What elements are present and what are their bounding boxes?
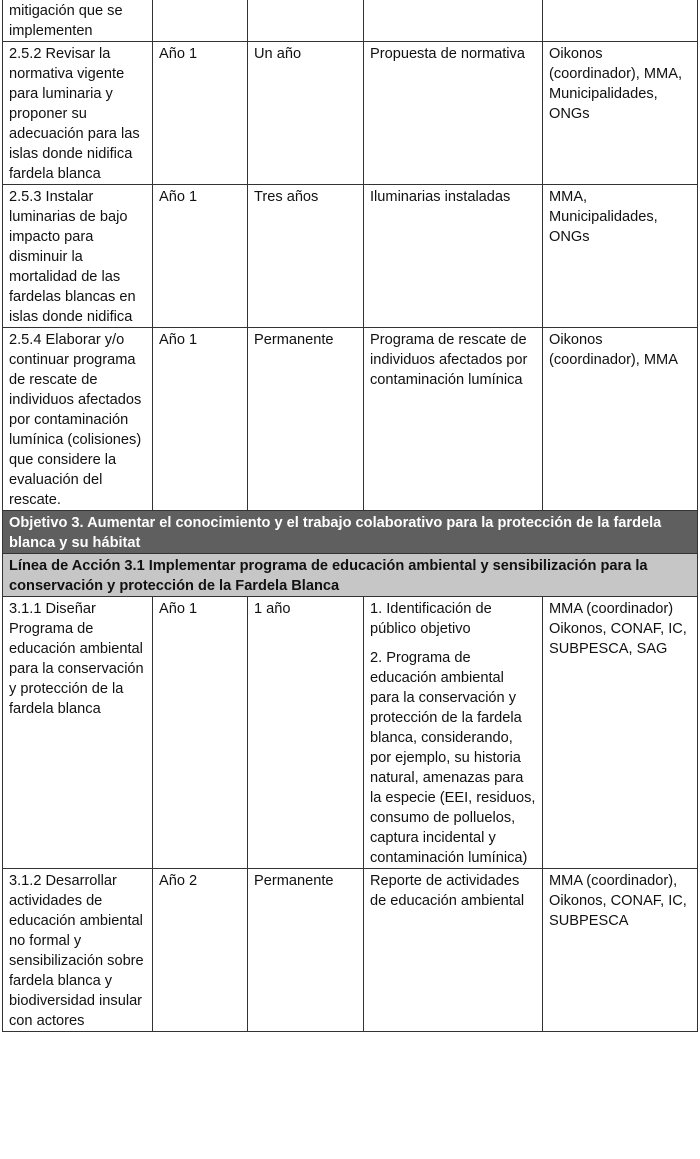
- result-cell: Iluminarias instaladas: [364, 185, 543, 328]
- duration-cell: Permanente: [248, 328, 364, 511]
- table-row: [3, 185, 698, 328]
- result-item: Reporte de actividades de educación ambiental: [370, 873, 525, 909]
- responsible-cell: MMA, Municipalidades, ONGs: [543, 185, 698, 328]
- responsible-cell: MMA (coordinador), Oikonos, CONAF, IC, SUBPESCA: [543, 869, 698, 1032]
- start-cell: Año 2: [153, 869, 248, 1032]
- action-plan-table: [2, 0, 698, 1032]
- start-cell: Año 1: [153, 597, 248, 869]
- duration-cell: 1 año: [248, 597, 364, 869]
- action-cell: 3.1.1 Diseñar Programa de educación ambiental para la conservación y protección de la fardela blanca: [3, 597, 153, 869]
- result-cell: [364, 869, 543, 1032]
- table-row: [3, 328, 698, 511]
- action-cell: 2.5.3 Instalar luminarias de bajo impacto para disminuir la mortalidad de las fardelas blancas en islas donde nidifica: [3, 185, 153, 328]
- start-cell: Año 1: [153, 328, 248, 511]
- table-row: [3, 869, 698, 1032]
- duration-cell: Tres años: [248, 185, 364, 328]
- responsible-cell: Oikonos (coordinador), MMA: [543, 328, 698, 511]
- line-action-heading: Línea de Acción 3.1 Implementar programa de educación ambiental y sensibilización para la conservación y protección de la Fardela Blanca: [3, 554, 698, 597]
- line-action-row: [3, 554, 698, 597]
- result-cell: [364, 597, 543, 869]
- table-row: [3, 597, 698, 869]
- action-cell: mitigación que se implementen: [3, 0, 153, 42]
- duration-cell: [248, 0, 364, 42]
- table-row: [3, 42, 698, 185]
- objective-row: [3, 511, 698, 554]
- result-cell: Propuesta de normativa: [364, 42, 543, 185]
- duration-cell: Un año: [248, 42, 364, 185]
- table-row: [3, 0, 698, 42]
- start-cell: Año 1: [153, 185, 248, 328]
- responsible-cell: Oikonos (coordinador), MMA, Municipalidades, ONGs: [543, 42, 698, 185]
- result-cell: [364, 0, 543, 42]
- action-cell: 3.1.2 Desarrollar actividades de educación ambiental no formal y sensibilización sobre fardela blanca y biodiversidad insular con actores: [3, 869, 153, 1032]
- action-cell: 2.5.2 Revisar la normativa vigente para luminaria y proponer su adecuación para las islas donde nidifica fardela blanca: [3, 42, 153, 185]
- duration-cell: Permanente: [248, 869, 364, 1032]
- responsible-cell: [543, 0, 698, 42]
- result-item: 1. Identificación de público objetivo: [370, 601, 492, 637]
- objective-heading: Objetivo 3. Aumentar el conocimiento y el trabajo colaborativo para la protección de la fardela blanca y su hábitat: [3, 511, 698, 554]
- result-cell: Programa de rescate de individuos afectados por contaminación lumínica: [364, 328, 543, 511]
- start-cell: Año 1: [153, 42, 248, 185]
- responsible-cell: MMA (coordinador) Oikonos, CONAF, IC, SUBPESCA, SAG: [543, 597, 698, 869]
- result-item: 2. Programa de educación ambiental para la conservación y protección de la fardela blanca, considerando, por ejemplo, su historia natural, amenazas para la especie (EEI, residuos, consumo de polluelos, captura incidental y contaminación lumínica): [370, 650, 536, 866]
- action-cell: 2.5.4 Elaborar y/o continuar programa de rescate de individuos afectados por contaminación lumínica (colisiones) que considere la evaluación del rescate.: [3, 328, 153, 511]
- start-cell: [153, 0, 248, 42]
